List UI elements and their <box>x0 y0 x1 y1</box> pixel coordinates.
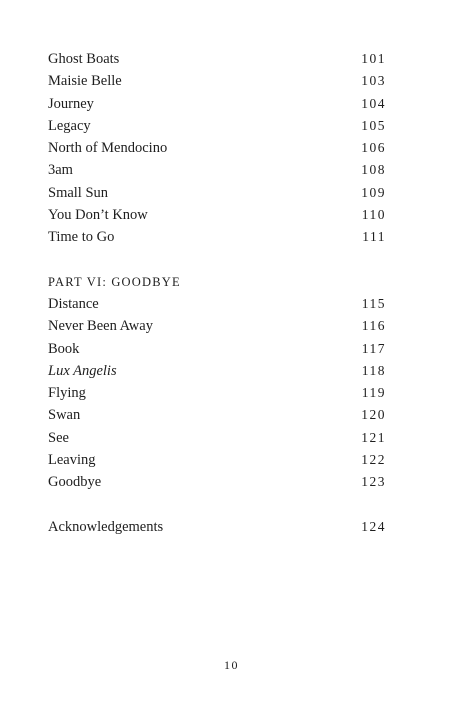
toc-entry-page: 103 <box>361 73 386 89</box>
part-heading: PART VI: GOODBYE <box>48 274 181 289</box>
toc-entry-title: Legacy <box>48 117 91 134</box>
toc-list-top <box>48 48 386 249</box>
toc-entry-title: See <box>48 429 69 446</box>
toc-entry <box>48 93 386 115</box>
toc-entry-page: 122 <box>361 452 386 468</box>
toc-entry <box>48 404 386 426</box>
toc-entry-page: 110 <box>361 207 386 223</box>
toc-entry-title: Distance <box>48 295 99 312</box>
toc-entry-title: Book <box>48 340 80 357</box>
toc-entry <box>48 70 386 92</box>
toc-entry-title: Flying <box>48 385 86 402</box>
spacer <box>48 494 386 516</box>
toc-entry-page: 124 <box>361 518 386 534</box>
toc-entry-title: 3am <box>48 162 73 179</box>
toc-entry-page: 117 <box>361 340 386 356</box>
toc-entry-title: Time to Go <box>48 229 115 246</box>
toc-entry-title: Swan <box>48 407 81 424</box>
toc-entry-title: Lux Angelis <box>48 362 117 379</box>
toc-entry-title: Leaving <box>48 452 96 469</box>
toc-entry <box>48 48 386 70</box>
toc-entry-acknowledgements <box>48 516 386 538</box>
toc-entry <box>48 360 386 382</box>
toc-entry-title: Acknowledgements <box>48 518 164 535</box>
toc-entry-title: Small Sun <box>48 184 109 201</box>
toc-entry <box>48 226 386 248</box>
toc-entry <box>48 449 386 471</box>
toc-entry-page: 105 <box>361 117 386 133</box>
toc-entry <box>48 315 386 337</box>
toc-entry-page: 109 <box>361 184 386 200</box>
toc-entry-title: Never Been Away <box>48 318 153 335</box>
page-number: 10 <box>224 658 239 672</box>
toc-entry-title: Maisie Belle <box>48 73 122 90</box>
toc-entry-page: 121 <box>361 429 386 445</box>
spacer <box>48 249 386 271</box>
toc-entry-page: 115 <box>361 295 386 311</box>
toc-entry-title: Goodbye <box>48 474 102 491</box>
toc-entry <box>48 182 386 204</box>
toc-entry-page: 111 <box>362 229 386 245</box>
toc-entry <box>48 338 386 360</box>
toc-entry-page: 118 <box>361 362 386 378</box>
toc-entry-page: 101 <box>361 51 386 66</box>
toc-entry <box>48 293 386 315</box>
toc-entry <box>48 115 386 137</box>
toc-entry <box>48 382 386 404</box>
toc-entry-page: 104 <box>361 95 386 111</box>
toc-entry <box>48 159 386 181</box>
toc-entry-title: North of Mendocino <box>48 140 168 157</box>
toc-entry-title: You Don’t Know <box>48 207 148 224</box>
toc-entry-page: 123 <box>361 474 386 490</box>
toc-entry <box>48 204 386 226</box>
toc-list-part-six <box>48 293 386 494</box>
toc-entry-title: Journey <box>48 95 94 112</box>
toc-entry-page: 116 <box>361 318 386 334</box>
toc-entry-page: 106 <box>361 140 386 156</box>
table-of-contents <box>48 48 386 538</box>
toc-entry-title: Ghost Boats <box>48 51 120 67</box>
toc-entry <box>48 471 386 493</box>
toc-entry-page: 120 <box>361 407 386 423</box>
toc-entry-page: 119 <box>361 385 386 401</box>
toc-entry-page: 108 <box>361 162 386 178</box>
toc-entry <box>48 137 386 159</box>
toc-entry <box>48 427 386 449</box>
